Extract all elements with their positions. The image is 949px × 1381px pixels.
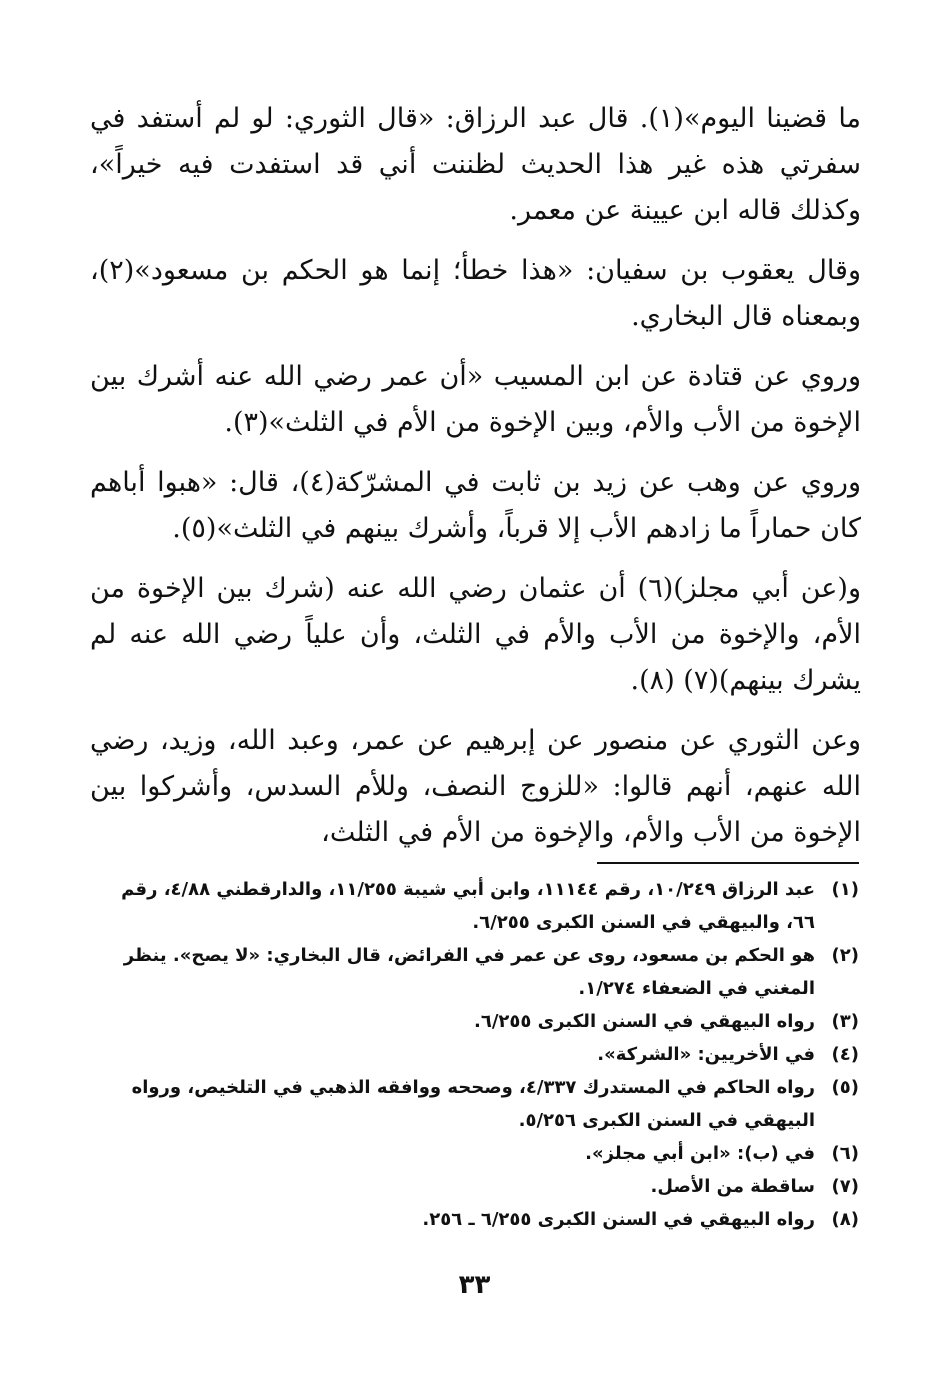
footnote [90,1038,859,1071]
page-number: ٣٣ [458,1270,491,1300]
footnote-text: ساقطة من الأصل. [650,1176,815,1197]
footnote [90,1005,859,1038]
paragraph: وروي عن وهب عن زيد بن ثابت في المشرّكة(٤)، قال: «هبوا أباهم كان حماراً ما زادهم الأب إلا قرباً، وأشرك بينهم في الثلث»(٥). [90,467,861,544]
footnote [90,1071,859,1137]
paragraph: ما قضينا اليوم»(١). قال عبد الرزاق: «قال الثوري: لو لم أستفد في سفرتي هذه غير هذا الحديث لظننت أني قد استفدت فيه خيراً»، وكذلك قاله ابن عيينة عن معمر. [90,103,862,226]
footnote-number: (٦) [831,1143,859,1164]
footnote-text: في (ب): «ابن أبي مجلز». [585,1143,815,1164]
footnote [90,1170,859,1203]
footnote-number: (٧) [831,1176,859,1197]
footnote [90,939,859,1005]
footnote-number: (١) [831,879,859,900]
footnote [90,1137,859,1170]
footnotes [90,873,859,1236]
footnote-number: (٣) [831,1011,859,1032]
footnote [90,873,859,939]
footnote-text: عبد الرزاق ١٠/٢٤٩، رقم ١١١٤٤، وابن أبي شيبة ١١/٢٥٥، والدارقطني ٤/٨٨، رقم ٦٦، والبيهقي في السنن الكبرى ٦/٢٥٥. [121,879,815,933]
footnote-text: في الأخريين: «الشركة». [597,1044,815,1065]
footnote [90,1203,859,1236]
footnote-number: (٤) [831,1044,859,1065]
main-text [90,96,861,870]
footnote-text: رواه البيهقي في السنن الكبرى ٦/٢٥٥ ـ ٢٥٦. [422,1209,815,1230]
footnote-text: رواه الحاكم في المستدرك ٤/٣٣٧، وصححه ووافقه الذهبي في التلخيص، ورواه البيهقي في السنن الكبرى ٥/٢٥٦. [131,1077,815,1131]
footnote-divider [597,862,859,864]
paragraph: وروي عن قتادة عن ابن المسيب «أن عمر رضي الله عنه أشرك بين الإخوة من الأب والأم، وبين الإخوة من الأم في الثلث»(٣). [90,361,861,438]
footnote-number: (٨) [831,1209,859,1230]
footnote-text: هو الحكم بن مسعود، روى عن عمر في الفرائض، قال البخاري: «لا يصح». ينظر المغني في الضعفاء ١/٢٧٤. [123,945,815,999]
paragraph: وعن الثوري عن منصور عن إبرهيم عن عمر، وعبد الله، وزيد، رضي الله عنهم، أنهم قالوا: «للزوج النصف، وللأم السدس، وأشركوا بين الإخوة من الأب والأم، والإخوة من الأم في الثلث، [90,725,861,848]
paragraph: و(عن أبي مجلز)(٦) أن عثمان رضي الله عنه (شرك بين الإخوة من الأم، والإخوة من الأب والأم في الثلث، وأن علياً رضي الله عنه لم يشرك بينهم)(٧) (٨). [90,573,861,696]
paragraph: وقال يعقوب بن سفيان: «هذا خطأ؛ إنما هو الحكم بن مسعود»(٢)، وبمعناه قال البخاري. [90,255,861,332]
footnote-number: (٥) [831,1077,859,1098]
footnote-number: (٢) [831,945,859,966]
footnote-text: رواه البيهقي في السنن الكبرى ٦/٢٥٥. [474,1011,815,1032]
